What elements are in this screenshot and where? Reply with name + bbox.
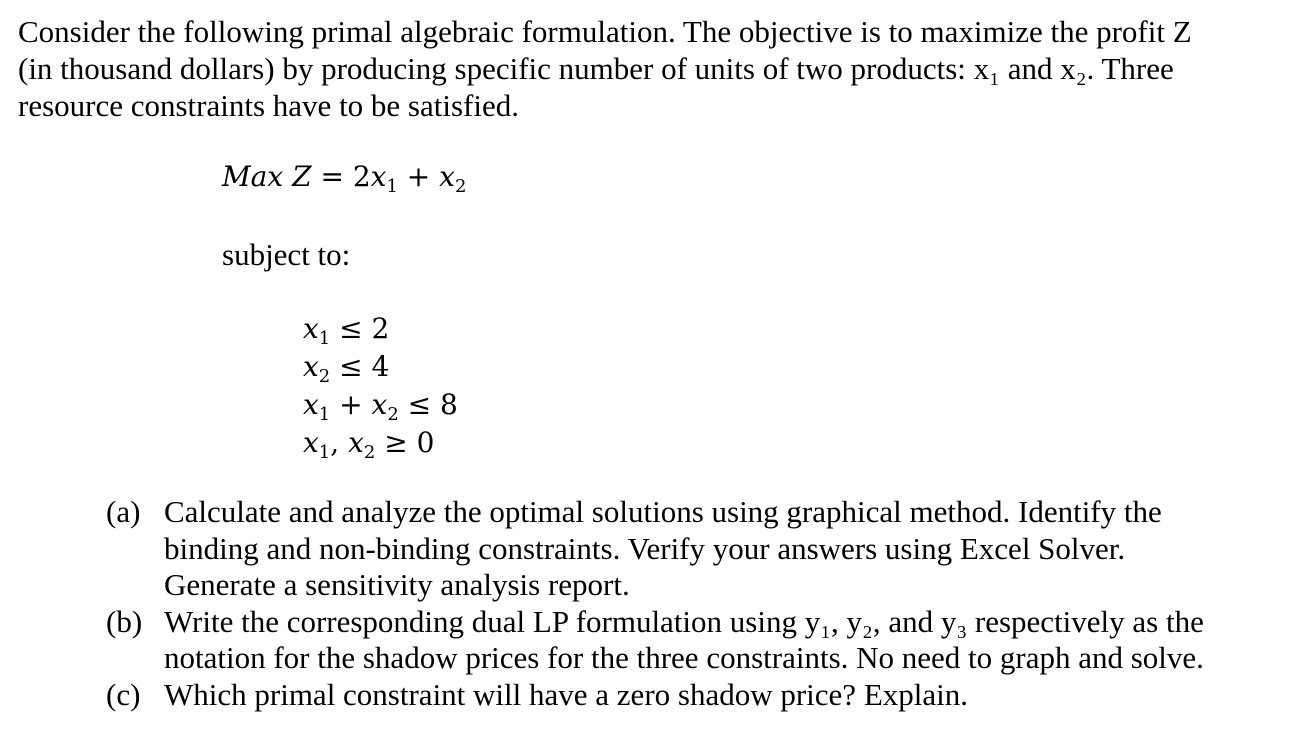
intro-line: Consider the following primal algebraic formulation. The objective is to maximize the profit Z bbox=[18, 14, 1192, 49]
question-label: (a) bbox=[106, 494, 141, 529]
question-line: Generate a sensitivity analysis report. bbox=[164, 567, 630, 602]
constraint-sub: 1 bbox=[318, 442, 331, 463]
objective-coef: 2 bbox=[352, 160, 371, 193]
constraint-relation: ≤ 4 bbox=[330, 350, 390, 383]
constraint-var: x bbox=[303, 312, 319, 345]
constraint-item bbox=[303, 386, 458, 424]
constraint-sub: 1 bbox=[318, 328, 331, 349]
constraint-var: x bbox=[348, 426, 364, 459]
question-list bbox=[106, 494, 1296, 713]
question-item bbox=[106, 604, 1296, 677]
constraint-item bbox=[303, 424, 458, 462]
constraint-list bbox=[303, 310, 458, 462]
objective-plus: + bbox=[406, 160, 431, 193]
constraint-sub: 2 bbox=[387, 404, 399, 425]
question-label: (b) bbox=[106, 603, 143, 639]
constraint-relation: ≥ 0 bbox=[375, 426, 435, 459]
intro-line: resource constraints have to be satisfied. bbox=[18, 88, 519, 123]
constraint-plus: + bbox=[330, 388, 372, 421]
objective-equals: = bbox=[320, 160, 344, 193]
constraint-item bbox=[303, 310, 458, 348]
question-item bbox=[106, 677, 1296, 714]
constraint-var: x bbox=[303, 426, 319, 459]
objective-term1-sub: 1 bbox=[386, 176, 398, 197]
constraint-sub: 1 bbox=[318, 404, 331, 425]
intro-line: (in thousand dollars) by producing specific number of units of two products: x₁ and x₂. Three bbox=[18, 51, 1174, 86]
question-label: (c) bbox=[106, 676, 141, 712]
constraint-var: x bbox=[371, 388, 388, 421]
question-line: binding and non-binding constraints. Verify your answers using Excel Solver. bbox=[164, 530, 1126, 566]
constraint-relation: ≤ 2 bbox=[330, 312, 390, 345]
question-line: notation for the shadow prices for the three constraints. No need to graph and solve. bbox=[164, 640, 1204, 675]
intro-paragraph bbox=[18, 13, 1298, 124]
constraint-var: x bbox=[303, 388, 319, 421]
objective-term2-var: x bbox=[439, 160, 455, 193]
question-item bbox=[106, 494, 1296, 604]
objective-term1-var: x bbox=[370, 160, 387, 193]
objective-term2-sub: 2 bbox=[454, 176, 467, 197]
constraint-sub: 2 bbox=[363, 442, 376, 463]
objective-sense: Max bbox=[222, 160, 284, 193]
question-line: Which primal constraint will have a zero shadow price? Explain. bbox=[164, 676, 968, 712]
constraint-var: x bbox=[303, 350, 319, 383]
question-line: Write the corresponding dual LP formulation using y₁, y₂, and y₃ respectively as the bbox=[164, 603, 1204, 639]
subject-to-label: subject to: bbox=[222, 237, 351, 272]
constraint-sub: 2 bbox=[318, 366, 331, 387]
constraint-comma: , bbox=[330, 426, 349, 459]
constraint-item bbox=[303, 348, 458, 386]
question-line: Calculate and analyze the optimal solutions using graphical method. Identify the bbox=[164, 494, 1162, 529]
objective-variable: Z bbox=[292, 160, 312, 193]
constraint-relation: ≤ 8 bbox=[398, 388, 458, 421]
objective-function bbox=[222, 160, 467, 197]
